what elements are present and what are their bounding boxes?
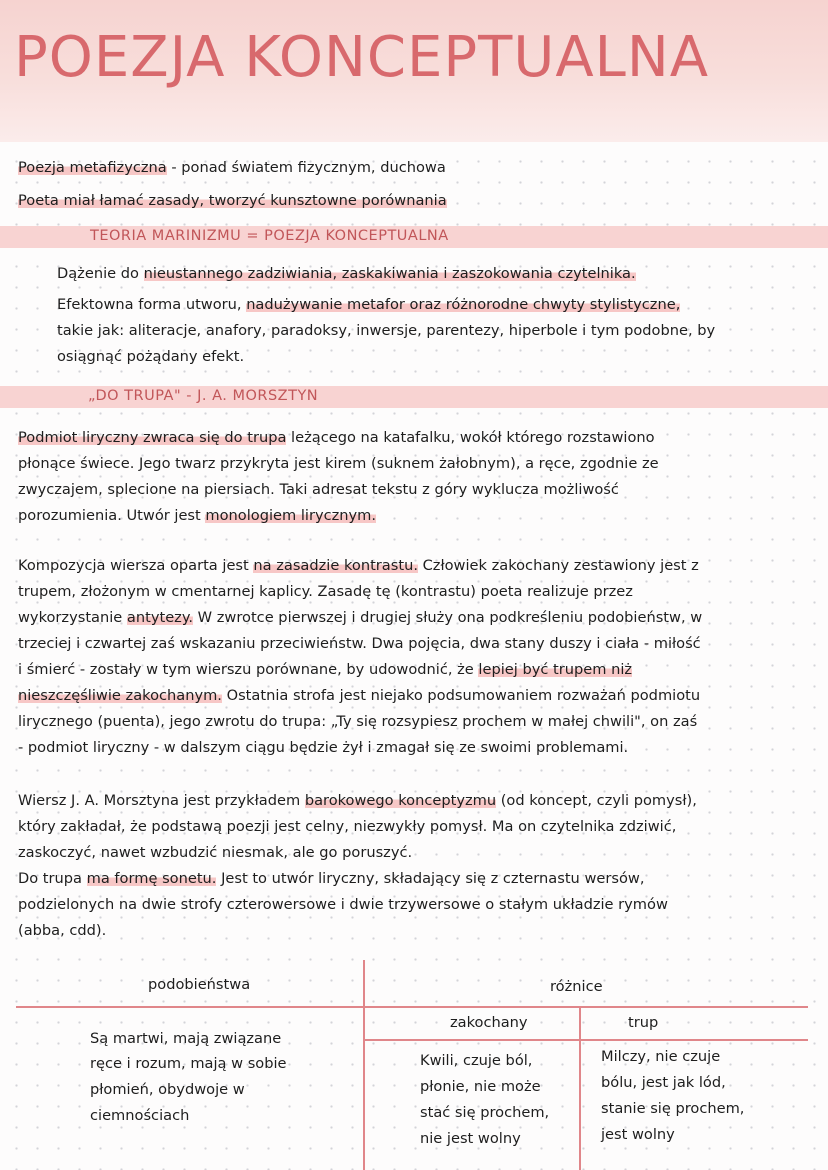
p1-line-4: porozumienia. Utwór jest monologiem lirycznym. bbox=[18, 507, 377, 524]
trup-line-1: Milczy, nie czuje bbox=[601, 1048, 721, 1065]
table-divider-horizontal-main bbox=[16, 1006, 808, 1008]
trup-line-3: stanie się prochem, bbox=[601, 1100, 745, 1117]
page-title: POEZJA KONCEPTUALNA bbox=[14, 25, 710, 90]
table-divider-vertical-sub bbox=[579, 1008, 581, 1170]
p3-line-2: który zakładał, że podstawą poezji jest celny, niezwykły pomysł. Ma on czytelnika zdziwić, bbox=[18, 818, 677, 835]
table-divider-vertical-main bbox=[363, 960, 365, 1170]
teoria-line-4: osiągnąć pożądany efekt. bbox=[57, 348, 245, 365]
p2-line-4: trzeciej i czwartej zaś wskazaniu przeciwieństw. Dwa pojęcia, dwa stany duszy i ciała - miłość bbox=[18, 635, 701, 652]
p3-line-1: Wiersz J. A. Morsztyna jest przykładem barokowego konceptyzmu (od koncept, czyli pomysł), bbox=[18, 792, 697, 809]
p2-line-8: - podmiot liryczny - w dalszym ciągu będzie żył i zmagał się ze swoimi problemami. bbox=[18, 739, 629, 756]
title-banner bbox=[0, 0, 828, 142]
podobienstwa-line-1: Są martwi, mają związane bbox=[90, 1030, 282, 1047]
p1-line-1: Podmiot liryczny zwraca się do trupa leżącego na katafalku, wokół którego rozstawiono bbox=[18, 429, 655, 446]
zakochany-line-3: stać się prochem, bbox=[420, 1104, 550, 1121]
header-roznice: różnice bbox=[550, 978, 603, 995]
header-zakochany: zakochany bbox=[450, 1014, 528, 1031]
p2-line-6: nieszczęśliwie zakochanym. Ostatnia strofa jest niejako podsumowaniem rozważań podmiotu bbox=[18, 687, 701, 704]
teoria-line-1: Dążenie do nieustannego zadziwiania, zaskakiwania i zaszokowania czytelnika. bbox=[57, 265, 636, 282]
intro-line-2: Poeta miał łamać zasady, tworzyć kunsztowne porównania bbox=[18, 192, 447, 209]
table-divider-horizontal-sub bbox=[365, 1039, 808, 1041]
zakochany-line-1: Kwili, czuje ból, bbox=[420, 1052, 533, 1069]
p2-line-5: i śmierć - zostały w tym wierszu porównane, by udowodnić, że lepiej być trupem niż bbox=[18, 661, 633, 678]
teoria-line-3: takie jak: aliteracje, anafory, paradoksy, inwersje, parentezy, hiperbole i tym podobne, by bbox=[57, 322, 716, 339]
p1-line-3: zwyczajem, splecione na piersiach. Taki adresat tekstu z góry wyklucza możliwość bbox=[18, 481, 619, 498]
intro-line-1: Poezja metafizyczna - ponad światem fizycznym, duchowa bbox=[18, 159, 446, 176]
teoria-line-2: Efektowna forma utworu, nadużywanie metafor oraz różnorodne chwyty stylistyczne, bbox=[57, 296, 681, 313]
trup-line-2: bólu, jest jak lód, bbox=[601, 1074, 726, 1091]
header-trup: trup bbox=[628, 1014, 659, 1031]
podobienstwa-line-2: ręce i rozum, mają w sobie bbox=[90, 1055, 287, 1072]
zakochany-line-2: płonie, nie może bbox=[420, 1078, 541, 1095]
p2-line-7: lirycznego (puenta), jego zwrotu do trupa: „Ty się rozsypiesz prochem w małej chwili", on zaś bbox=[18, 713, 698, 730]
p2-line-1: Kompozycja wiersza oparta jest na zasadzie kontrastu. Człowiek zakochany zestawiony jest z bbox=[18, 557, 699, 574]
header-podobienstwa: podobieństwa bbox=[148, 976, 251, 993]
p3-line-4: Do trupa ma formę sonetu. Jest to utwór liryczny, składający się z czternastu wersów, bbox=[18, 870, 645, 887]
section-heading-do-trupa: „DO TRUPA" - J. A. MORSZTYN bbox=[88, 388, 319, 404]
p3-line-5: podzielonych na dwie strofy czterowersowe i dwie trzywersowe o stałym układzie rymów bbox=[18, 896, 668, 913]
p1-line-2: płonące świece. Jego twarz przykryta jest kirem (suknem żałobnym), a ręce, zgodnie ze bbox=[18, 455, 659, 472]
p3-line-6: (abba, cdd). bbox=[18, 922, 107, 939]
p2-line-3: wykorzystanie antytezy. W zwrotce pierwszej i drugiej służy ona podkreśleniu podobieństw, w bbox=[18, 609, 703, 626]
podobienstwa-line-4: ciemnościach bbox=[90, 1107, 190, 1124]
podobienstwa-line-3: płomień, obydwoje w bbox=[90, 1081, 245, 1098]
zakochany-line-4: nie jest wolny bbox=[420, 1130, 521, 1147]
section-heading-teoria: TEORIA MARINIZMU = POEZJA KONCEPTUALNA bbox=[90, 228, 449, 244]
p2-line-2: trupem, złożonym w cmentarnej kaplicy. Zasadę tę (kontrastu) poeta realizuje przez bbox=[18, 583, 633, 600]
p3-line-3: zaskoczyć, nawet wzbudzić niesmak, ale go poruszyć. bbox=[18, 844, 413, 861]
trup-line-4: jest wolny bbox=[601, 1126, 675, 1143]
